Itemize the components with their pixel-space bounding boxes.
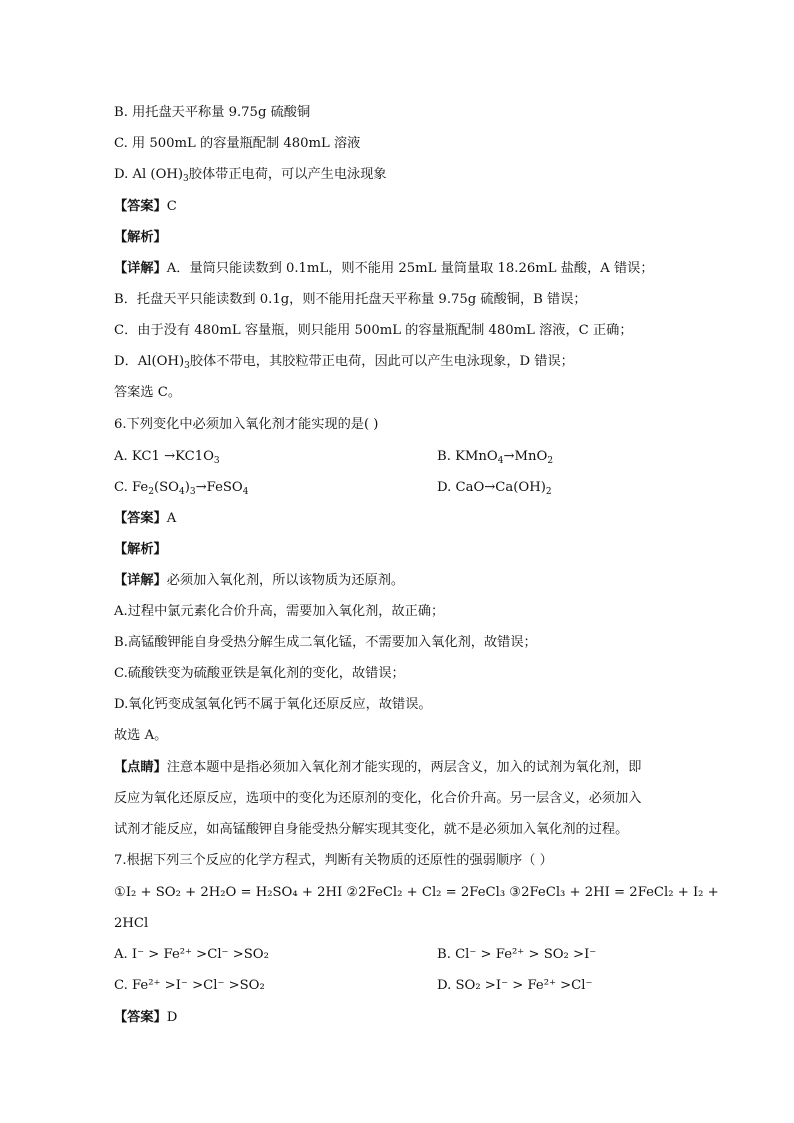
q6-detail-d: D.氧化钙变成氢氧化钙不属于氧化还原反应，故错误。 <box>114 697 432 712</box>
q7-option-a: A. I⁻ > Fe²⁺ >Cl⁻ >SO₂ <box>114 947 269 962</box>
q6-option-d: D. $CaO\to Ca(OH)_2$ <box>437 480 552 497</box>
q5-detail-c: C．由于没有 480mL 容量瓶，则只能用 500mL 的容量瓶配制 480mL 溶液，C 正确； <box>114 323 633 338</box>
q7-answer: 【答案】D <box>114 1010 178 1025</box>
q7-option-d: D. SO₂ >I⁻ > Fe²⁺ >Cl⁻ <box>437 978 593 993</box>
q5-option-c: C. 用 500mL 的容量瓶配制 480mL 溶液 <box>114 136 361 151</box>
q5-analysis-tag: 【解析】 <box>114 230 167 245</box>
q5-detail-a: 【详解】A．量筒只能读数到 0.1mL，则不能用 25mL 量筒量取 18.26mL 盐酸，A 错误； <box>114 261 654 276</box>
q5-conclusion: 答案选 C。 <box>114 385 182 400</box>
q6-option-b: B. KMnO$_4$→MnO$_2$ <box>437 449 554 466</box>
q7-option-b: B. Cl⁻ > Fe²⁺ > SO₂ >I⁻ <box>437 947 597 962</box>
q6-note-3: 试剂才能反应，如高锰酸钾自身能受热分解实现其变化，就不是必须加入氧化剂的过程。 <box>114 822 629 837</box>
q5-answer: 【答案】C <box>114 199 177 214</box>
q5-detail-b: B．托盘天平只能读数到 0.1g，则不能用托盘天平称量 9.75g 硫酸铜，B 错误； <box>114 292 587 307</box>
q7-equations-line1: ①I₂ + SO₂ + 2H₂O = H₂SO₄ + 2HI ②2FeCl₂ + Cl₂ = 2FeCl₃ ③2FeCl₃ + 2HI = 2FeCl₂ + I₂ + <box>114 885 719 900</box>
q5-option-d: D. Al $(OH)_3$胶体带正电荷，可以产生电泳现象 <box>114 167 387 184</box>
q7-option-c: C. Fe²⁺ >I⁻ >Cl⁻ >SO₂ <box>114 978 265 993</box>
q6-note-1: 【点睛】注意本题中是指必须加入氧化剂才能实现的，两层含义，加入的试剂为氧化剂，即 <box>114 760 642 775</box>
q6-detail-c: C.硫酸铁变为硫酸亚铁是氧化剂的变化，故错误； <box>114 666 405 681</box>
q7-stem: 7.根据下列三个反应的化学方程式，判断有关物质的还原性的强弱顺序（ ） <box>114 853 553 868</box>
q6-detail-intro: 【详解】必须加入氧化剂，所以该物质为还原剂。 <box>114 573 405 588</box>
q6-stem: 6.下列变化中必须加入氧化剂才能实现的是( ) <box>114 417 379 432</box>
q6-answer: 【答案】A <box>114 511 177 526</box>
q5-detail-d: D．$Al(OH)_3$胶体不带电，其胶粒带正电荷，因此可以产生电泳现象，D 错误； <box>114 354 574 371</box>
answer-tag: 【答案】 <box>114 199 167 214</box>
q6-analysis-tag: 【解析】 <box>114 542 167 557</box>
q5-option-b: B. 用托盘天平称量 9.75g 硫酸铜 <box>114 105 311 120</box>
q7-equations-line2: 2HCl <box>114 916 149 931</box>
q6-detail-a: A.过程中氯元素化合价升高，需要加入氧化剂，故正确； <box>114 604 445 619</box>
q6-option-c: C. $Fe_2(SO_4)_3\to FeSO_4$ <box>114 480 249 497</box>
q6-conclusion: 故选 A。 <box>114 728 168 743</box>
q6-note-2: 反应为氧化还原反应，选项中的变化为还原剂的变化，化合价升高。另一层含义，必须加入 <box>114 791 642 806</box>
q6-detail-b: B.高锰酸钾能自身受热分解生成二氧化锰，不需要加入氧化剂，故错误； <box>114 635 537 650</box>
q6-option-a: A. $KC1 \to KC1O_3$ <box>114 449 220 466</box>
